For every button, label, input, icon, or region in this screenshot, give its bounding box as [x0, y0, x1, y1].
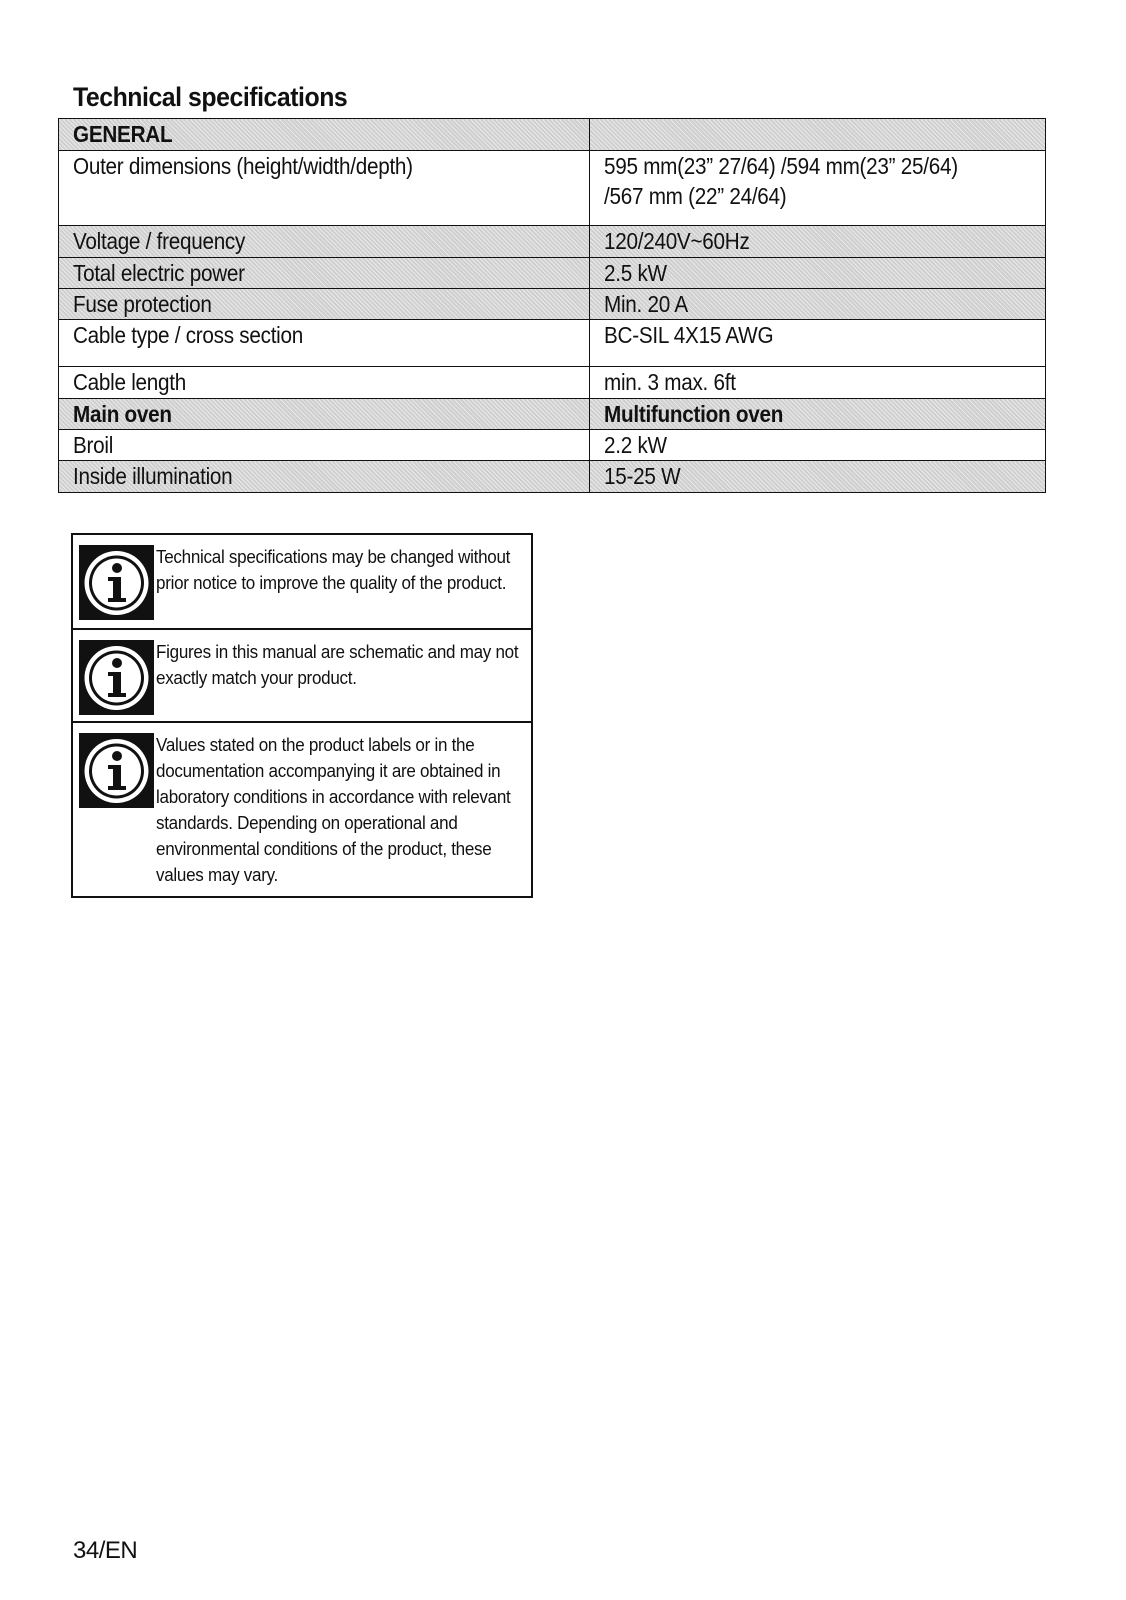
main-oven-header: Main oven	[59, 399, 590, 430]
oven-type-header: Multifunction oven	[590, 399, 1046, 430]
spec-value: Min. 20 A	[590, 289, 1046, 320]
table-row-general-header	[59, 119, 1046, 151]
spec-value: 595 mm(23” 27/64) /594 mm(23” 25/64) /567 mm (22” 24/64)	[590, 151, 1046, 226]
spec-label: Total electric power	[59, 258, 590, 289]
spec-value: 2.2 kW	[590, 430, 1046, 461]
page-number: 34/EN	[73, 1537, 138, 1564]
spec-label: Cable type / cross section	[59, 320, 590, 367]
spec-value: 15-25 W	[590, 461, 1046, 493]
table-row	[59, 430, 1046, 461]
note-text: Figures in this manual are schematic and may not exactly match your product.	[156, 641, 519, 688]
table-row	[59, 461, 1046, 493]
spec-label: Fuse protection	[59, 289, 590, 320]
table-row	[59, 289, 1046, 320]
spec-label: Cable length	[59, 367, 590, 399]
info-notes	[71, 533, 533, 898]
table-row	[59, 320, 1046, 367]
info-note	[73, 630, 531, 723]
general-header-empty	[590, 119, 1046, 151]
page-title: Technical specifications	[73, 82, 348, 112]
spec-value: min. 3 max. 6ft	[590, 367, 1046, 399]
table-row	[59, 226, 1046, 258]
spec-label: Voltage / frequency	[59, 226, 590, 258]
table-row	[59, 367, 1046, 399]
info-icon	[79, 733, 154, 808]
spec-label: Outer dimensions (height/width/depth)	[59, 151, 590, 226]
info-icon	[79, 545, 154, 620]
spec-value: BC-SIL 4X15 AWG	[590, 320, 1046, 367]
spec-label: Broil	[59, 430, 590, 461]
spec-table	[58, 118, 1046, 493]
table-row-oven-header	[59, 399, 1046, 430]
info-icon	[79, 640, 154, 715]
general-header: GENERAL	[59, 119, 590, 151]
table-row	[59, 151, 1046, 226]
table-row	[59, 258, 1046, 289]
note-text: Technical specifications may be changed without prior notice to improve the quality of the product.	[156, 546, 511, 593]
spec-label: Inside illumination	[59, 461, 590, 493]
note-text: Values stated on the product labels or in the documentation accompanying it are obtained in laboratory conditions in accordance with relevant standards. Depending on operational and environmental conditions of the product, these values may vary.	[156, 734, 511, 885]
info-note	[73, 535, 531, 630]
spec-value: 120/240V~60Hz	[590, 226, 1046, 258]
spec-value: 2.5 kW	[590, 258, 1046, 289]
info-note	[73, 723, 531, 896]
